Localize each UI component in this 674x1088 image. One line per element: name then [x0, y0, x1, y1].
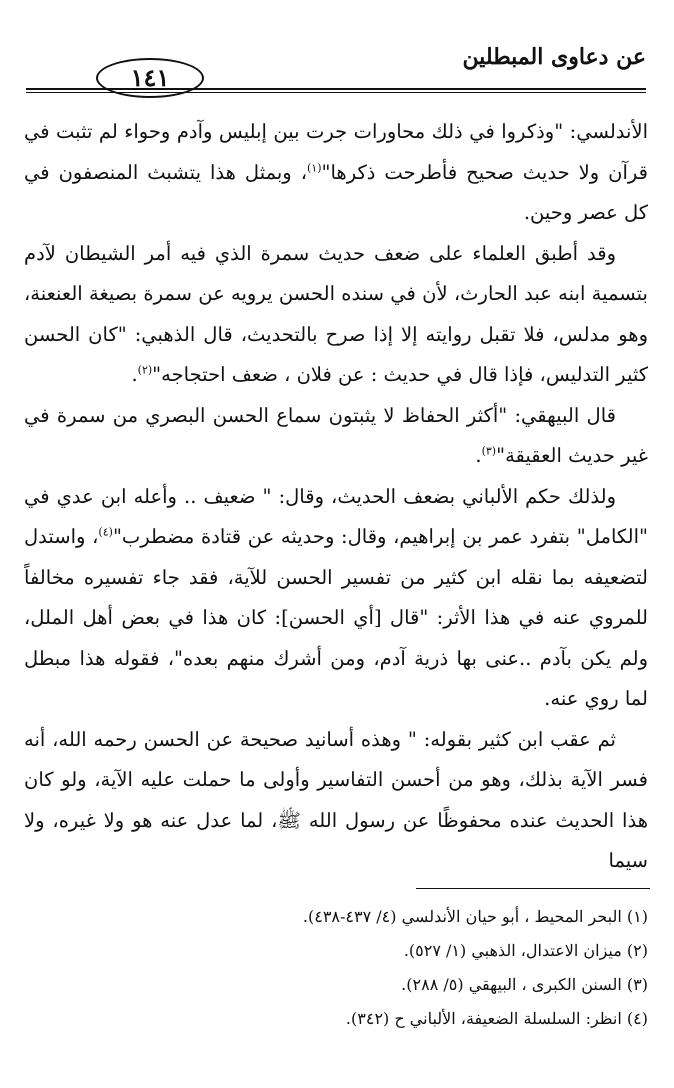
header-rule	[26, 88, 646, 90]
paragraph: ثم عقب ابن كثير بقوله: " وهذه أسانيد صحيحة عن الحسن رحمه الله، أنه فسر الآية بذلك، وهو من أحسن التفاسير وأولى ما حملت عليه الآية، ولو كان هذا الحديث عنده محفوظًا عن رسول الله ﷺ، لما عدل عنه هو ولا غيره، ولا سيما	[24, 727, 648, 872]
footnote: (٣) السنن الكبرى ، البيهقي (٥/ ٢٨٨).	[401, 975, 648, 994]
footnotes	[24, 900, 648, 1036]
footnote-ref: (١)	[306, 161, 322, 174]
footnote-ref: (٤)	[98, 525, 113, 539]
page-number: ١٤١	[96, 58, 204, 98]
page-header	[26, 44, 646, 100]
header-rule-thin	[26, 92, 646, 93]
main-text	[24, 112, 648, 882]
footnote-separator	[416, 888, 650, 889]
paragraph: الأندلسي: "وذكروا في ذلك محاورات جرت بين إبليس وآدم وحواء لم تثبت في قرآن ولا حديث صحيح فأطرحت ذكرها"$^{(١)}$، وبمثل هذا يتشبث المنصفون في كل عصر وحين.	[24, 120, 648, 224]
running-title: عن دعاوى المبطلين	[462, 44, 646, 70]
footnote: (١) البحر المحيط ، أبو حيان الأندلسي (٤/ ٤٣٧-٤٣٨).	[302, 907, 648, 926]
paragraph: وقد أطبق العلماء على ضعف حديث سمرة الذي فيه أمر الشيطان لآدم بتسمية ابنه عبد الحارث، لأن في سنده الحسن يرويه عن سمرة بصيغة العنعنة، وهو مدلس، فلا تقبل روايته إلا إذا صرح بالتحديث، قال الذهبي: "كان الحسن كثير التدليس، فإذا قال في حديث : عن فلان ، ضعف احتجاجه"$^{(٢)}$.	[24, 241, 648, 386]
footnote: (٢) ميزان الاعتدال، الذهبي (١/ ٥٢٧).	[403, 941, 648, 960]
footnote: (٤) انظر: السلسلة الضعيفة، الألباني ح (٣٤٢).	[345, 1009, 648, 1028]
paragraph: ولذلك حكم الألباني بضعف الحديث، وقال: " ضعيف .. وأعله ابن عدي في "الكامل" بتفرد عمر بن إبراهيم، وقال: وحديثه عن قتادة مضطرب"$^{(٤)}$، واستدل لتضعيفه بما نقله ابن كثير من تفسير الحسن للآية، فقد جاء تفسيره مخالفاً للمروي عنه في هذا الأثر: "قال [أي الحسن]: كان هذا في بعض أهل الملل، ولم يكن بآدم ..عنى بها ذرية آدم، ومن أشرك منهم بعده"، فقوله هذا مبطل لما روي عنه.	[24, 484, 648, 710]
footnote-ref: (٣)	[481, 444, 497, 458]
footnote-ref: (٢)	[137, 363, 153, 377]
paragraph: قال البيهقي: "أكثر الحفاظ لا يثبتون سماع الحسن البصري من سمرة في غير حديث العقيقة"$^{(٣)}$.	[24, 403, 648, 467]
